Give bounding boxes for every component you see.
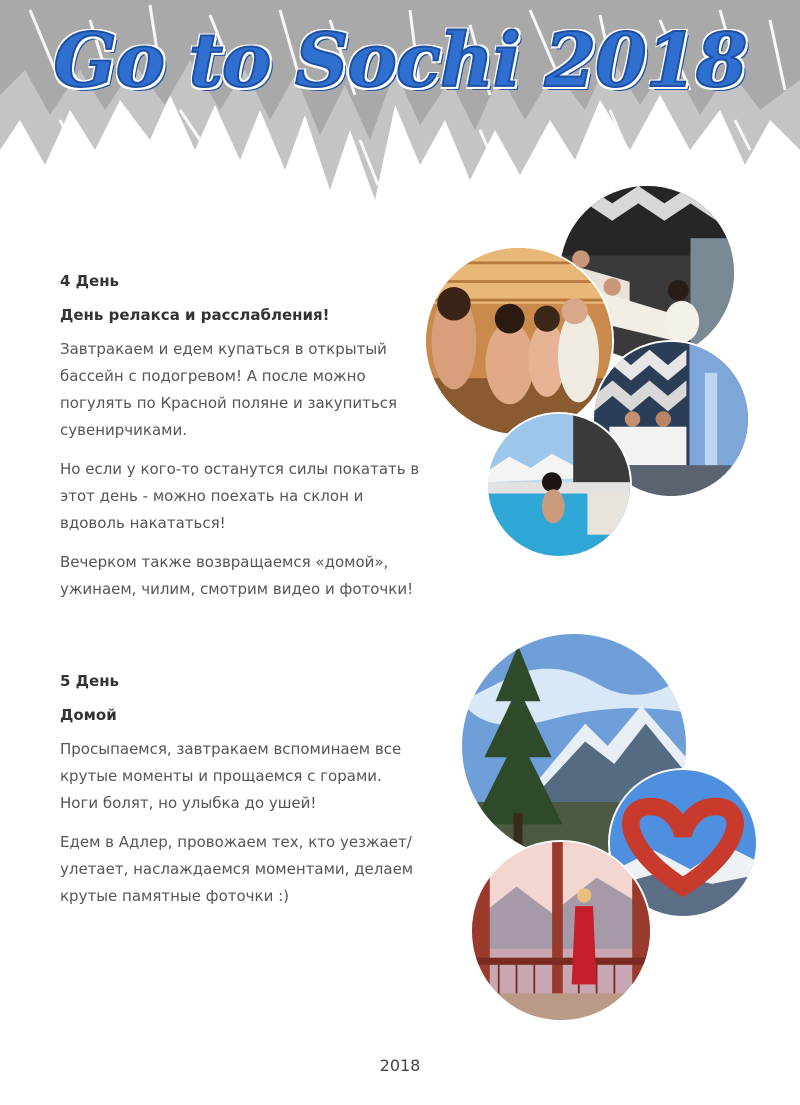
day5-subtitle: Домой	[60, 706, 117, 724]
page-title: Go to Sochi 2018	[53, 18, 747, 104]
day5-paragraph-1: Просыпаемся, завтракаем вспоминаем все крутые моменты и прощаемся с горами. Ноги болят, но улыбка до ушей!	[60, 740, 402, 812]
day4-paragraph-2: Но если у кого-то останутся силы покатать в этот день - можно поехать на склон и вдоволь накататься!	[60, 460, 420, 532]
balcony-photo	[470, 840, 652, 1022]
day4-heading: 4 День	[60, 272, 120, 290]
day5-section	[60, 672, 420, 922]
day4-subtitle: День релакса и расслабления!	[60, 306, 330, 324]
outdoor-pool-photo	[486, 412, 632, 558]
day5-heading: 5 День	[60, 672, 120, 690]
day5-paragraph-2: Едем в Адлер, провожаем тех, кто уезжает/ улетает, наслаждаемся моментами, делаем крутые памятные фоточки :)	[60, 833, 414, 905]
day4-section	[60, 272, 420, 615]
day4-paragraph-1: Завтракаем и едем купаться в открытый бассейн с подогревом! А после можно погулять по Красной поляне и закупиться сувенирчиками.	[60, 340, 397, 439]
footer-year: 2018	[379, 1056, 421, 1075]
sauna-group-photo	[424, 246, 614, 436]
day4-paragraph-3: Вечерком также возвращаемся «домой», ужинаем, чилим, смотрим видео и фоточки!	[60, 553, 414, 598]
